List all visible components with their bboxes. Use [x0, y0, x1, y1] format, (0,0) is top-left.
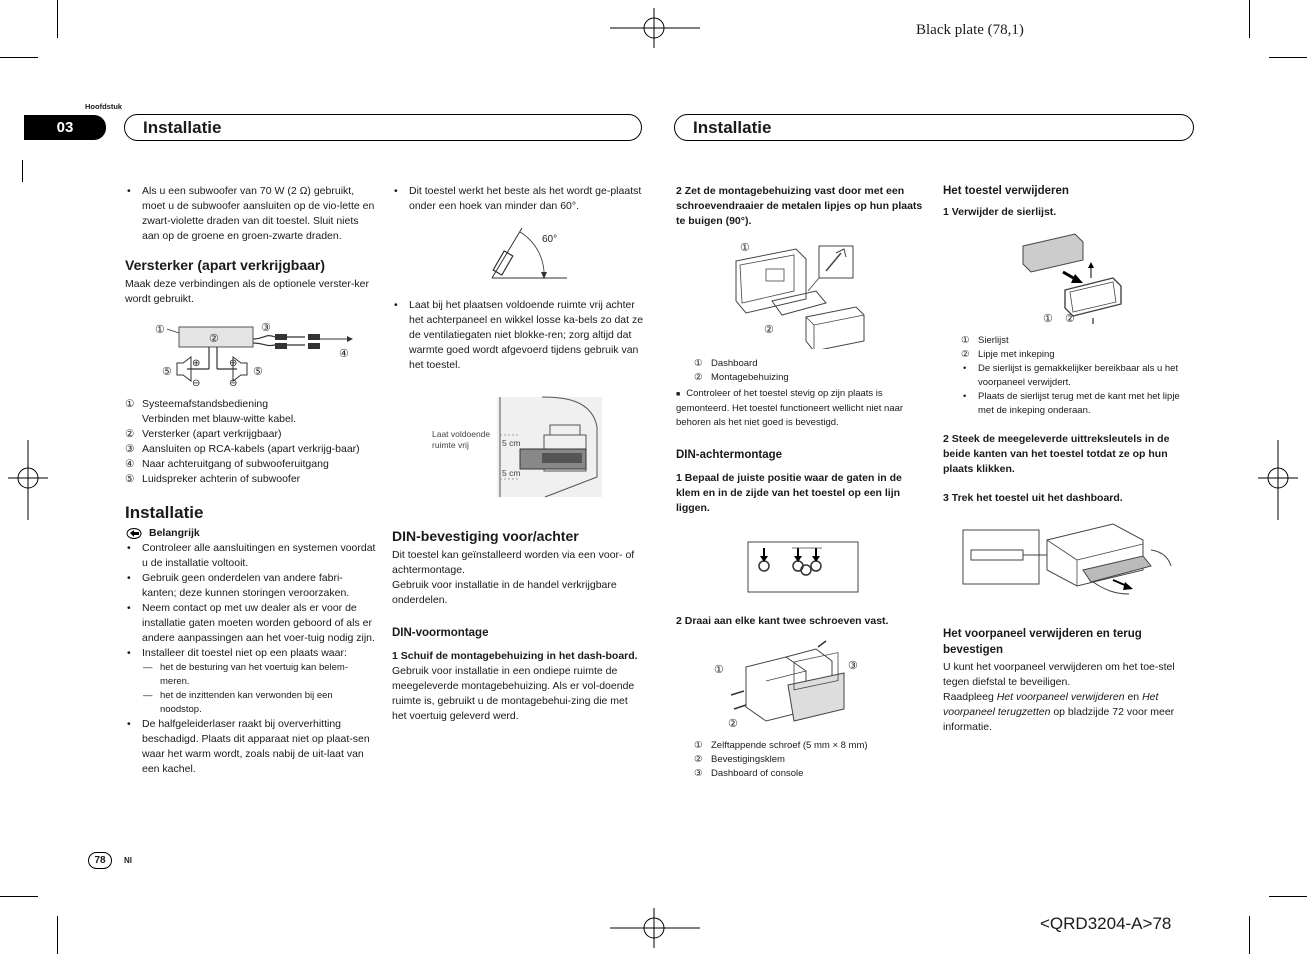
screw-item — [694, 753, 926, 767]
install-bullet: • Neem contact op met uw dealer als er voor de installatie gaten moeten worden geboord of als er andere aanpassingen aan het voer-tuig nodig zijn. — [125, 601, 377, 646]
mount-note — [676, 387, 926, 430]
trim-callout-1: ① — [1043, 313, 1053, 324]
item-number: ② — [125, 428, 135, 440]
language-label: Nl — [124, 856, 132, 865]
panel-ref-text: Raadpleeg — [943, 691, 997, 703]
din-heading: DIN-bevestiging voor/achter — [392, 528, 579, 544]
screw-diagram — [676, 637, 926, 733]
remove-step-1: 1 Verwijder de sierlijst. — [943, 206, 1057, 218]
trim-bullet: • De sierlijst is gemakkelijker bereikbaar als u het voorpaneel verwijdert. — [961, 362, 1195, 390]
remove-step-2: 2 Steek de meegeleverde uittreksleutels in de beide kanten van het toestel totdat ze op hun plaats klikken. — [943, 433, 1170, 475]
column-4 — [943, 184, 1195, 735]
crop-mark — [0, 896, 38, 897]
space-bullet: • Laat bij het plaatsen voldoende ruimte vrij achter het achterpaneel en wikkel losse ka-bels zo dat ze de ventilatiegaten niet blokke-ren; zorg altijd dat warmte goed wordt afgevoerd tijdens gebruik van het toestel. — [392, 298, 644, 373]
important-label-text: Belangrijk — [149, 527, 200, 539]
note-mark: ■ — [676, 391, 681, 398]
sleeve-step-2: 2 Zet de montagebehuizing vast door met een schroevendraaier de metalen lipjes op hun plaats te buigen (90°). — [676, 185, 923, 227]
amp-minus-right: ⊖ — [229, 378, 238, 389]
installation-heading: Installatie — [125, 503, 204, 522]
panel-ref-and: en — [1124, 691, 1143, 703]
item-text: Naar achteruitgang of subwooferuitgang — [142, 458, 329, 470]
crop-mark — [1269, 896, 1307, 897]
amp-item — [125, 397, 377, 412]
front-mount-text: Gebruik voor installatie in een ondiepe ruimte de meegeleverde montagebehuizing. Als er vol-doende ruimte is, gebruikt u de montagebehui-zing die met het voertuig geleverd werd. — [392, 665, 635, 722]
crop-mark — [0, 57, 38, 58]
note-text: Controleer of het toestel stevig op zijn plaats is gemonteerd. Het toestel functioneert wellicht niet naar behoren als het niet goed is bevestigd. — [676, 388, 904, 428]
item-text: Sierlijst — [978, 335, 1009, 346]
remove-step-3: 3 Trek het toestel uit het dashboard. — [943, 492, 1123, 504]
column-3 — [676, 184, 926, 781]
install-dash-item: — het de besturing van het voertuig kan belem-meren. — [143, 661, 377, 689]
install-bullet: • Controleer alle aansluitingen en systemen voordat u de installatie voltooit. — [125, 541, 377, 571]
right-page-title-text: Installatie — [693, 117, 772, 137]
extraction-diagram — [943, 520, 1195, 600]
space-label-line2: ruimte vrij — [432, 440, 469, 450]
crop-mark — [57, 916, 58, 954]
sleeve-diagram — [676, 241, 926, 349]
item-number: ⑤ — [125, 473, 135, 485]
din-text-1: Dit toestel kan geïnstalleerd worden via een voor- of achtermontage. — [392, 549, 635, 576]
front-mount-step-1: 1 Schuif de montagebehuizing in het dash-board. — [392, 650, 638, 662]
crop-mark — [1269, 57, 1307, 58]
item-text: Bevestigingsklem — [711, 754, 785, 765]
front-mount-heading: DIN-voormontage — [392, 627, 489, 639]
document-code: <QRD3204-A>78 — [1040, 914, 1172, 933]
registration-mark — [1258, 440, 1298, 520]
amp-item — [125, 427, 377, 442]
amp-item — [125, 457, 377, 472]
registration-mark — [610, 908, 700, 948]
sleeve-item — [694, 371, 926, 385]
angle-diagram — [392, 222, 644, 284]
item-number: ① — [125, 398, 135, 410]
item-number: ② — [961, 349, 970, 360]
screw-item — [694, 739, 926, 753]
panel-ref-link-1[interactable]: Het voorpaneel verwijderen — [996, 691, 1125, 703]
remove-heading: Het toestel verwijderen — [943, 185, 1069, 197]
item-number: ① — [961, 335, 970, 346]
column-1 — [125, 184, 377, 777]
front-panel-text-1: U kunt het voorpaneel verwijderen om het toe-stel tegen diefstal te beveiligen. — [943, 661, 1175, 688]
item-number: ④ — [125, 458, 135, 470]
warning-icon — [125, 527, 145, 540]
rear-mount-step-2: 2 Draai aan elke kant twee schroeven vast. — [676, 615, 889, 627]
amp-plus-right: ⊕ — [229, 358, 238, 369]
front-panel-text-2 — [943, 690, 1195, 735]
space-cm-bottom: 5 cm — [502, 468, 521, 478]
left-page-title-text: Installatie — [143, 117, 222, 137]
right-page-title — [674, 114, 1194, 141]
trim-ring-diagram — [943, 228, 1195, 324]
install-dash-item: — het de inzittenden kan verwonden bij een noodstop. — [143, 689, 377, 717]
amplifier-diagram — [125, 319, 377, 391]
item-text: Zelftappende schroef (5 mm × 8 mm) — [711, 740, 868, 751]
amp-callout-5-left: ⑤ — [162, 366, 172, 378]
item-number: ① — [694, 358, 703, 369]
amp-minus-left: ⊖ — [192, 378, 201, 389]
item-text: Dashboard — [711, 358, 758, 369]
panel-ref-link-2[interactable]: Het voorpaneel terugzetten — [943, 691, 1159, 718]
rear-mount-diagram — [676, 526, 926, 596]
screw-callout-2: ② — [728, 718, 738, 730]
item-number: ③ — [125, 443, 135, 455]
trim-callout-2: ② — [1065, 313, 1075, 324]
item-number: ③ — [694, 768, 703, 779]
front-panel-heading: Het voorpaneel verwijderen en terug bevestigen — [943, 628, 1142, 656]
install-bullet: • De halfgeleiderlaser raakt bij oververhitting beschadigd. Plaats dit apparaat niet op plaat-sen waar het warm wordt, zoals nabij de uit-laat van een kachel. — [125, 717, 377, 777]
amp-callout-3: ③ — [261, 322, 271, 334]
amp-item — [125, 412, 377, 427]
important-label — [125, 526, 377, 541]
install-bullet: • Gebruik geen onderdelen van andere fabri-kanten; deze kunnen storingen veroorzaken. — [125, 571, 377, 601]
amp-item — [125, 442, 377, 457]
item-text: Lipje met inkeping — [978, 349, 1055, 360]
plate-label: Black plate (78,1) — [916, 22, 1024, 38]
crop-mark — [1249, 916, 1250, 954]
trim-bullet: • Plaats de sierlijst terug met de kant met het lipje met de inkeping onderaan. — [961, 390, 1195, 418]
page-number: 78 — [88, 852, 112, 869]
amplifier-heading: Versterker (apart verkrijgbaar) — [125, 257, 325, 273]
sleeve-item — [694, 357, 926, 371]
trim-item — [961, 334, 1195, 348]
registration-mark — [610, 8, 700, 48]
trim-item — [961, 348, 1195, 362]
item-text: Systeemafstandsbediening — [142, 398, 269, 410]
column-2 — [392, 184, 644, 724]
item-number: ② — [694, 372, 703, 383]
screw-callout-1: ① — [714, 664, 724, 676]
amp-callout-2: ② — [209, 333, 219, 345]
subwoofer-bullet: • Als u een subwoofer van 70 W (2 Ω) gebruikt, moet u de subwoofer aansluiten op de vio-lette en zwart-violette draden van dit toestel. Sluit niets aan op de groene en groen-zwarte draden. — [125, 184, 377, 244]
crop-mark — [1249, 0, 1250, 38]
amp-callout-1: ① — [155, 324, 165, 336]
amp-plus-left: ⊕ — [192, 358, 201, 369]
space-label-line1: Laat voldoende — [432, 429, 491, 439]
screw-item — [694, 767, 926, 781]
item-text: Dashboard of console — [711, 768, 804, 779]
item-number: ① — [694, 740, 703, 751]
item-text: Luidspreker achterin of subwoofer — [142, 473, 301, 485]
space-cm-top: 5 cm — [502, 438, 521, 448]
crop-mark — [57, 0, 58, 38]
sleeve-callout-2: ② — [764, 324, 774, 336]
chapter-label: Hoofdstuk — [85, 102, 123, 111]
panel-ref-tail: op bladzijde 72 voor meer informatie. — [943, 706, 1175, 733]
angle-bullet: • Dit toestel werkt het beste als het wordt ge-plaatst onder een hoek van minder dan 60°. — [392, 184, 644, 214]
din-text-2: Gebruik voor installatie in de handel verkrijgbare onderdelen. — [392, 579, 617, 606]
item-text: Montagebehuizing — [711, 372, 789, 383]
item-number: ② — [694, 754, 703, 765]
left-page-title — [124, 114, 642, 141]
margin-mark — [22, 160, 23, 182]
amp-callout-5-right: ⑤ — [253, 366, 263, 378]
item-text: Versterker (apart verkrijgbaar) — [142, 428, 282, 440]
item-text: Verbinden met blauw-witte kabel. — [142, 413, 297, 425]
rear-mount-step-1: 1 Bepaal de juiste positie waar de gaten in de klem en in de zijde van het toestel op een lijn liggen. — [676, 472, 902, 514]
angle-label: 60° — [542, 234, 558, 245]
ventilation-diagram — [392, 387, 644, 505]
registration-mark — [8, 440, 48, 520]
item-text: Aansluiten op RCA-kabels (apart verkrijg-baar) — [142, 443, 360, 455]
rear-mount-heading: DIN-achtermontage — [676, 449, 783, 461]
amp-item — [125, 472, 377, 487]
chapter-number: 03 — [24, 115, 106, 140]
sleeve-callout-1: ① — [740, 242, 750, 254]
install-bullet: • Installeer dit toestel niet op een plaats waar: — [125, 646, 377, 661]
amplifier-intro: Maak deze verbindingen als de optionele verster-ker wordt gebruikt. — [125, 278, 369, 305]
screw-callout-3: ③ — [848, 660, 858, 672]
amp-callout-4: ④ — [339, 348, 349, 360]
